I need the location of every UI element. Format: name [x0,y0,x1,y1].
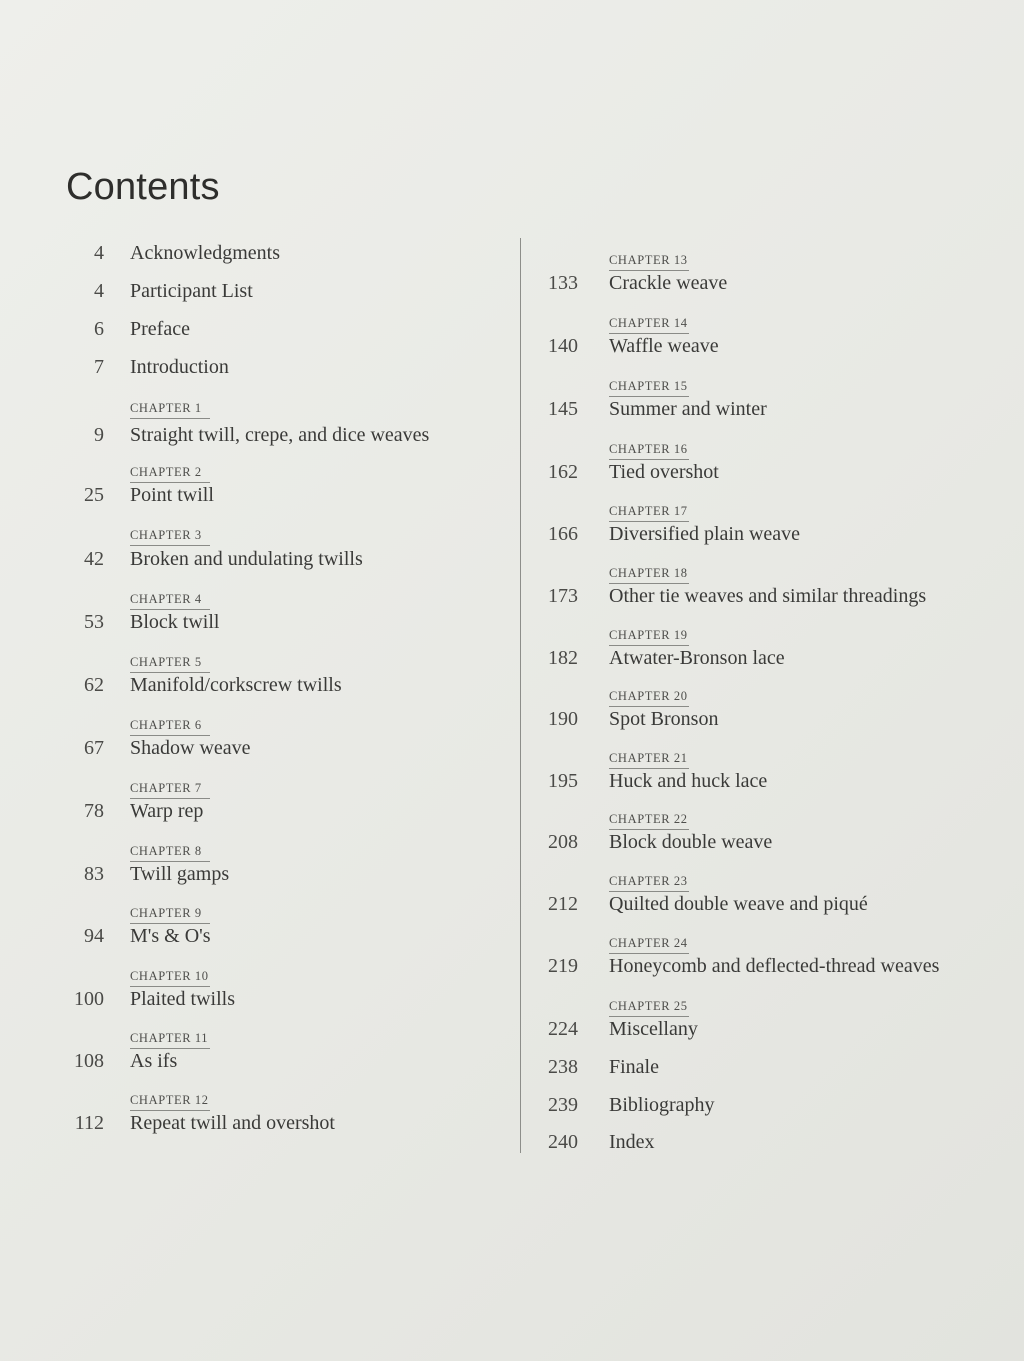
chapter-label: CHAPTER 16 [609,442,689,460]
toc-title: Preface [130,318,190,340]
toc-title: Broken and undulating twills [130,548,363,570]
chapter-label: CHAPTER 12 [130,1093,210,1111]
toc-page-number: 4 [94,280,104,302]
toc-title: Repeat twill and overshot [130,1112,335,1134]
chapter-label: CHAPTER 22 [609,812,689,830]
toc-page-number: 53 [84,611,104,633]
toc-page-number: 9 [94,424,104,446]
chapter-label: CHAPTER 2 [130,465,210,483]
chapter-label: CHAPTER 6 [130,718,210,736]
toc-page-number: 190 [548,708,578,730]
toc-title: Spot Bronson [609,708,719,730]
toc-page-number: 4 [94,242,104,264]
toc-page-number: 83 [84,863,104,885]
toc-page-number: 42 [84,548,104,570]
toc-title: Miscellany [609,1018,698,1040]
toc-title: Quilted double weave and piqué [609,893,868,915]
toc-page-number: 140 [548,335,578,357]
toc-title: Block twill [130,611,220,633]
toc-page-number: 162 [548,461,578,483]
toc-title: Index [609,1131,655,1153]
chapter-label: CHAPTER 21 [609,751,689,769]
toc-page-number: 25 [84,484,104,506]
toc-title: Plaited twills [130,988,235,1010]
toc-title: Huck and huck lace [609,770,768,792]
toc-title: Diversified plain weave [609,523,801,545]
toc-page-number: 62 [84,674,104,696]
toc-title: Point twill [130,484,214,506]
toc-title: Crackle weave [609,272,728,294]
toc-title: Block double weave [609,831,773,853]
toc-title: As ifs [130,1050,178,1072]
chapter-label: CHAPTER 4 [130,592,210,610]
toc-page-number: 238 [548,1056,578,1078]
toc-page-number: 94 [84,925,104,947]
toc-title: Other tie weaves and similar threadings [609,585,927,607]
toc-title: Tied overshot [609,461,719,483]
chapter-label: CHAPTER 18 [609,566,689,584]
toc-page-number: 195 [548,770,578,792]
chapter-label: CHAPTER 10 [130,969,210,987]
toc-title: Warp rep [130,800,204,822]
toc-page-number: 6 [94,318,104,340]
toc-title: Participant List [130,280,253,302]
chapter-label: CHAPTER 5 [130,655,210,673]
chapter-label: CHAPTER 8 [130,844,210,862]
toc-page-number: 208 [548,831,578,853]
toc-page-number: 112 [74,1112,104,1134]
chapter-label: CHAPTER 1 [130,401,210,419]
toc-title: Finale [609,1056,659,1078]
chapter-label: CHAPTER 3 [130,528,210,546]
toc-page-number: 145 [548,398,578,420]
toc-page-number: 133 [548,272,578,294]
toc-title: Twill gamps [130,863,230,885]
chapter-label: CHAPTER 13 [609,253,689,271]
chapter-label: CHAPTER 9 [130,906,210,924]
column-divider [520,238,521,1153]
toc-title: M's & O's [130,925,211,947]
chapter-label: CHAPTER 14 [609,316,689,334]
toc-title: Acknowledgments [130,242,280,264]
toc-title: Shadow weave [130,737,251,759]
toc-title: Manifold/corkscrew twills [130,674,342,696]
toc-title: Straight twill, crepe, and dice weaves [130,424,430,446]
toc-page-number: 212 [548,893,578,915]
toc-page-number: 239 [548,1094,578,1116]
page-title: Contents [66,166,220,208]
toc-page-number: 173 [548,585,578,607]
toc-page-number: 240 [548,1131,578,1153]
chapter-label: CHAPTER 15 [609,379,689,397]
toc-page-number: 219 [548,955,578,977]
chapter-label: CHAPTER 17 [609,504,689,522]
toc-page-number: 166 [548,523,578,545]
chapter-label: CHAPTER 25 [609,999,689,1017]
toc-title: Waffle weave [609,335,719,357]
toc-page-number: 108 [74,1050,104,1072]
chapter-label: CHAPTER 20 [609,689,689,707]
toc-title: Honeycomb and deflected-thread weaves [609,955,940,977]
toc-page-number: 182 [548,647,578,669]
toc-page-number: 67 [84,737,104,759]
chapter-label: CHAPTER 23 [609,874,689,892]
toc-title: Bibliography [609,1094,715,1116]
toc-page-number: 7 [94,356,104,378]
chapter-label: CHAPTER 7 [130,781,210,799]
toc-page-number: 224 [548,1018,578,1040]
toc-title: Atwater-Bronson lace [609,647,785,669]
chapter-label: CHAPTER 11 [130,1031,210,1049]
chapter-label: CHAPTER 24 [609,936,689,954]
toc-title: Summer and winter [609,398,767,420]
toc-page-number: 78 [84,800,104,822]
toc-page-number: 100 [74,988,104,1010]
toc-title: Introduction [130,356,229,378]
chapter-label: CHAPTER 19 [609,628,689,646]
